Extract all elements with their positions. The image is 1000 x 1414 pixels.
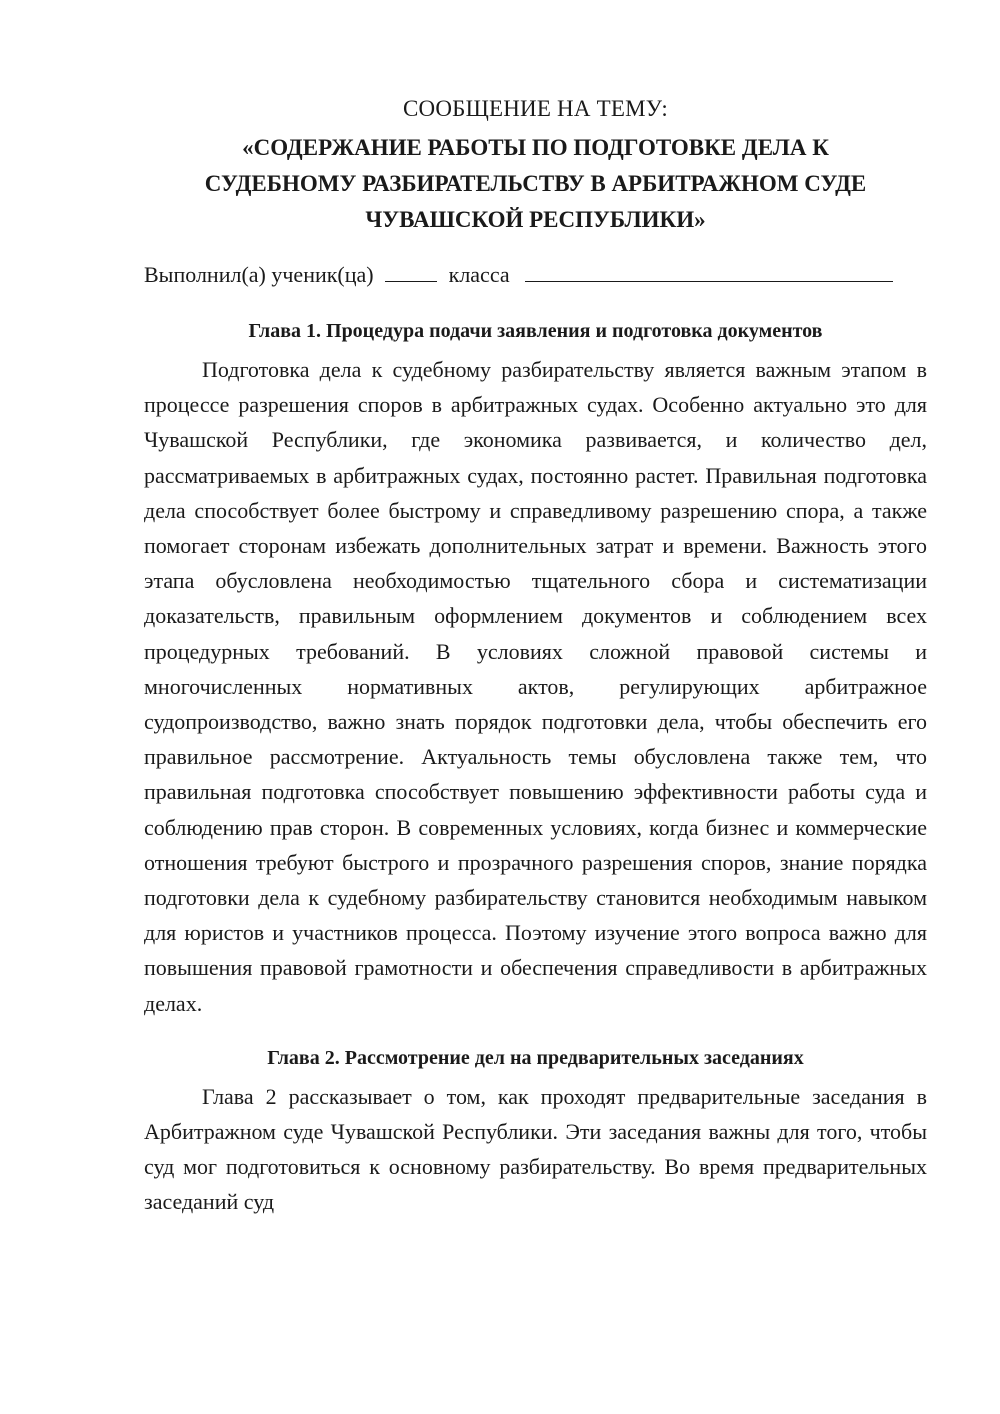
student-name-blank [525,261,893,282]
class-label: класса [448,262,510,287]
author-prefix: Выполнил(а) ученик(ца) [144,262,374,287]
document-page [144,92,927,1220]
class-number-blank [385,261,437,282]
chapter-2-paragraph: Глава 2 рассказывает о том, как проходят предварительные заседания в Арбитражном суде Чувашской Республики. Эти заседания важны для того, чтобы суд мог подготовиться к основному разбирательству. Во время предварительных заседаний суд [144,1083,927,1215]
document-type: СООБЩЕНИЕ НА ТЕМУ: [403,96,668,121]
chapter-2-heading: Глава 2. Рассмотрение дел на предварительных заседаниях [267,1046,804,1069]
author-line [144,260,927,290]
chapter-1-paragraph: Подготовка дела к судебному разбирательству является важным этапом в процессе разрешения споров в арбитражных судах. Особенно актуально это для Чувашской Республики, где экономика развивается, и количество дел, рассматриваемых в арбитражных судах, постоянно растет. Правильная подготовка дела способствует более быстрому и справедливому разрешению спора, а также помогает сторонам избежать дополнительных затрат и времени. Важность этого этапа обусловлена необходимостью тщательного сбора и систематизации доказательств, правильным оформлением документов и соблюдением всех процедурных требований. В условиях сложной правовой системы и многочисленных нормативных актов, регулирующих арбитражное судопроизводство, важно знать порядок подготовки дела, чтобы обеспечить его правильное рассмотрение. Актуальность темы обусловлена также тем, что правильная подготовка способствует повышению эффективности работы суда и соблюдению прав сторон. В современных условиях, когда бизнес и коммерческие отношения требуют быстрого и прозрачного разрешения споров, знание порядка подготовки дела к судебному разбирательству становится необходимым навыком для юристов и участников процесса. Поэтому изучение этого вопроса важно для повышения правовой грамотности и обеспечения справедливости в арбитражных делах. [144,357,927,1016]
document-title: «СОДЕРЖАНИЕ РАБОТЫ ПО ПОДГОТОВКЕ ДЕЛА К СУДЕБНОМУ РАЗБИРАТЕЛЬСТВУ В АРБИТРАЖНОМ СУДЕ ЧУВАШСКОЙ РЕСПУБЛИКИ» [204,135,867,232]
chapter-1-heading: Глава 1. Процедура подачи заявления и подготовка документов [248,320,823,342]
